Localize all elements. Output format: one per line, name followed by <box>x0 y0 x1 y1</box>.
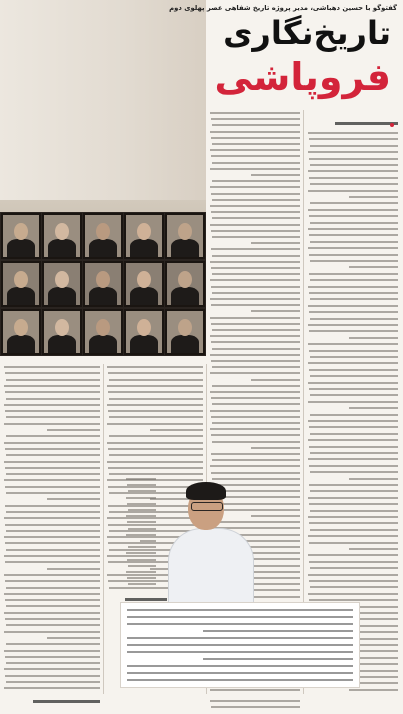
text-line <box>212 217 300 219</box>
text-line <box>126 552 156 554</box>
text-line <box>211 472 300 474</box>
text-line <box>308 554 398 556</box>
quote-line <box>127 623 353 625</box>
text-line <box>210 428 300 430</box>
text-line <box>126 478 156 480</box>
text-line <box>126 497 156 499</box>
text-line <box>4 461 100 463</box>
text-line <box>5 467 100 469</box>
text-line <box>308 132 398 134</box>
text-line <box>127 577 156 579</box>
text-line <box>210 168 300 170</box>
portrait-suit <box>89 287 116 305</box>
portrait-suit <box>48 287 75 305</box>
headline-line-2: فروپاشی <box>214 55 391 99</box>
text-line <box>251 174 301 176</box>
gallery-photo <box>0 0 206 356</box>
text-line <box>6 473 100 475</box>
text-line <box>6 398 100 400</box>
text-line <box>6 379 100 381</box>
portrait-face <box>96 223 110 241</box>
text-line <box>4 687 100 689</box>
text-line <box>308 382 398 384</box>
text-line <box>210 700 300 702</box>
text-line <box>212 329 300 331</box>
text-line <box>5 675 100 677</box>
text-line <box>212 292 300 294</box>
framed-portrait <box>42 309 82 355</box>
text-line <box>210 391 300 393</box>
text-line <box>308 170 398 172</box>
text-line <box>5 448 100 450</box>
text-line <box>5 524 100 526</box>
text-line <box>108 391 203 393</box>
text-line <box>308 516 398 518</box>
text-line <box>5 372 100 374</box>
text-line <box>309 330 398 332</box>
text-line <box>310 260 398 262</box>
text-line <box>47 637 100 639</box>
text-line <box>211 360 300 362</box>
text-line <box>127 484 156 486</box>
text-line <box>309 484 398 486</box>
text-line <box>128 583 156 585</box>
portrait-suit <box>48 335 75 353</box>
text-line <box>126 515 156 517</box>
text-line <box>108 467 203 469</box>
text-line <box>150 429 203 431</box>
text-line <box>308 458 398 460</box>
text-line <box>5 656 100 658</box>
text-line <box>109 454 203 456</box>
text-line <box>212 255 300 257</box>
text-line <box>4 631 100 633</box>
text-line <box>309 234 398 236</box>
text-line <box>108 372 203 374</box>
text-line <box>109 379 203 381</box>
text-line <box>308 401 398 403</box>
text-line <box>310 183 398 185</box>
text-line <box>212 236 300 238</box>
text-line <box>109 398 203 400</box>
portrait-face <box>137 223 151 241</box>
text-line <box>211 416 300 418</box>
portrait-face <box>178 271 192 289</box>
text-line <box>251 447 301 449</box>
text-line <box>109 435 203 437</box>
portrait-suit <box>89 335 116 353</box>
text-line <box>127 559 156 561</box>
text-line <box>107 423 203 425</box>
text-line <box>309 215 398 217</box>
text-line <box>349 196 399 198</box>
text-line <box>308 574 398 576</box>
text-line <box>107 404 203 406</box>
text-line <box>212 180 300 182</box>
quote-line <box>203 630 353 632</box>
text-line <box>47 498 100 500</box>
portrait-suit <box>171 335 198 353</box>
framed-portrait <box>124 213 164 259</box>
text-line <box>309 561 398 563</box>
quote-line <box>127 665 353 667</box>
text-line <box>310 414 398 416</box>
text-line <box>308 151 398 153</box>
text-line <box>310 241 398 243</box>
text-line <box>5 486 100 488</box>
text-line <box>251 242 301 244</box>
text-line <box>309 138 398 140</box>
text-line <box>107 385 203 387</box>
text-line <box>212 124 300 126</box>
text-line <box>108 448 203 450</box>
pull-quote-box <box>120 602 360 688</box>
text-line <box>5 505 100 507</box>
text-line <box>210 354 300 356</box>
text-line <box>309 388 398 390</box>
text-line <box>126 571 156 573</box>
portrait-suit <box>89 239 116 257</box>
portrait-suit <box>130 287 157 305</box>
text-line <box>310 452 398 454</box>
text-line <box>308 209 398 211</box>
text-line <box>4 517 100 519</box>
portrait-face <box>137 319 151 337</box>
portrait-suit <box>130 239 157 257</box>
portrait-suit <box>171 239 198 257</box>
text-line <box>5 410 100 412</box>
framed-portrait <box>1 213 41 259</box>
text-line <box>210 205 300 207</box>
portrait-face <box>96 271 110 289</box>
text-line <box>6 454 100 456</box>
text-line <box>349 407 399 409</box>
bullet-dot <box>390 123 394 127</box>
text-line <box>310 529 398 531</box>
portrait-suit <box>130 335 157 353</box>
text-line <box>128 490 156 492</box>
framed-portrait <box>124 309 164 355</box>
text-line <box>128 528 156 530</box>
text-line <box>310 586 398 588</box>
text-line <box>5 580 100 582</box>
text-line <box>211 434 300 436</box>
text-line <box>309 542 398 544</box>
framed-portrait <box>83 213 123 259</box>
text-line <box>5 599 100 601</box>
text-line <box>309 503 398 505</box>
text-line <box>4 423 100 425</box>
text-line <box>6 435 100 437</box>
quote-line <box>127 609 353 611</box>
text-line <box>107 442 203 444</box>
text-line <box>4 404 100 406</box>
quote-line <box>127 644 353 646</box>
text-line <box>4 536 100 538</box>
text-line <box>128 509 156 511</box>
text-line <box>212 143 300 145</box>
text-line <box>308 286 398 288</box>
text-line <box>309 158 398 160</box>
text-line <box>310 567 398 569</box>
portrait-face <box>55 223 69 241</box>
text-line <box>212 162 300 164</box>
portrait-face <box>14 223 28 241</box>
text-line <box>308 362 398 364</box>
text-line <box>4 442 100 444</box>
text-line <box>6 662 100 664</box>
text-line <box>5 542 100 544</box>
text-line <box>6 605 100 607</box>
question-subhead <box>335 122 398 125</box>
text-line <box>309 446 398 448</box>
text-line <box>6 587 100 589</box>
text-line <box>6 492 100 494</box>
text-line <box>212 422 300 424</box>
text-line <box>309 369 398 371</box>
text-line <box>309 273 398 275</box>
text-line <box>310 145 398 147</box>
text-line <box>212 403 300 405</box>
text-line <box>308 420 398 422</box>
text-line <box>310 394 398 396</box>
text-line <box>308 324 398 326</box>
text-line <box>5 618 100 620</box>
framed-portrait <box>165 309 205 355</box>
text-line <box>211 248 300 250</box>
text-line <box>212 273 300 275</box>
portrait-face <box>178 319 192 337</box>
text-line <box>108 410 203 412</box>
text-line <box>309 177 398 179</box>
text-line <box>349 337 399 339</box>
text-line <box>212 366 300 368</box>
quote-line <box>203 658 353 660</box>
question-subhead <box>33 700 100 703</box>
text-line <box>210 465 300 467</box>
text-line <box>308 439 398 441</box>
text-line <box>140 540 157 542</box>
text-line <box>210 279 300 281</box>
portrait-frames <box>0 212 206 356</box>
text-line <box>4 574 100 576</box>
text-line <box>210 112 300 114</box>
text-line <box>310 490 398 492</box>
text-line <box>127 503 156 505</box>
text-line <box>310 298 398 300</box>
text-line <box>211 193 300 195</box>
text-line <box>6 549 100 551</box>
text-line <box>212 441 300 443</box>
portrait-face <box>14 319 28 337</box>
text-line <box>210 410 300 412</box>
text-line <box>310 471 398 473</box>
text-line <box>4 555 100 557</box>
quote-line <box>127 651 353 653</box>
framed-portrait <box>165 261 205 307</box>
interviewee-photo <box>158 478 258 604</box>
quote-line <box>127 637 353 639</box>
framed-portrait <box>42 261 82 307</box>
text-line <box>211 304 300 306</box>
text-line <box>308 305 398 307</box>
text-line <box>210 335 300 337</box>
text-line <box>210 131 300 133</box>
text-line <box>211 118 300 120</box>
text-line <box>349 548 399 550</box>
text-line <box>310 356 398 358</box>
text-line <box>109 416 203 418</box>
headline-line-1: تاریخ‌نگاری <box>223 14 391 52</box>
text-line <box>309 292 398 294</box>
text-line <box>210 261 300 263</box>
text-line <box>5 561 100 563</box>
text-line <box>308 190 398 192</box>
text-line <box>47 429 100 431</box>
quote-line <box>127 616 353 618</box>
portrait-face <box>55 319 69 337</box>
text-line <box>310 164 398 166</box>
text-line <box>212 459 300 461</box>
portrait-suit <box>7 239 34 257</box>
text-line <box>310 375 398 377</box>
text-line <box>211 341 300 343</box>
text-line <box>310 279 398 281</box>
portrait-suit <box>48 239 75 257</box>
text-line <box>4 479 100 481</box>
article-kicker: گفتوگو با حسین دهباشی، مدیر پروژه تاریخ شفاهی عصر پهلوی دوم <box>169 4 397 12</box>
text-line <box>210 298 300 300</box>
text-line <box>308 593 398 595</box>
text-line <box>127 521 156 523</box>
text-line <box>107 366 203 368</box>
text-line <box>210 317 300 319</box>
text-line <box>4 612 100 614</box>
text-line <box>107 461 203 463</box>
text-line <box>308 343 398 345</box>
text-line <box>211 706 300 708</box>
framed-portrait <box>83 309 123 355</box>
framed-portrait <box>1 309 41 355</box>
text-line <box>212 348 300 350</box>
portrait-face <box>55 271 69 289</box>
text-line <box>308 535 398 537</box>
text-line <box>109 473 203 475</box>
text-line <box>211 453 300 455</box>
portrait-suit <box>171 287 198 305</box>
text-line <box>4 668 100 670</box>
text-line <box>308 247 398 249</box>
text-line <box>310 318 398 320</box>
text-line <box>4 650 100 652</box>
text-line <box>6 530 100 532</box>
portrait-face <box>96 319 110 337</box>
text-line <box>349 478 399 480</box>
shirt <box>168 528 254 604</box>
text-line <box>210 149 300 151</box>
text-line <box>47 568 100 570</box>
text-line <box>251 310 301 312</box>
framed-portrait <box>165 213 205 259</box>
text-line <box>309 465 398 467</box>
framed-portrait <box>1 261 41 307</box>
text-line <box>251 379 301 381</box>
gallery-wall <box>0 0 206 200</box>
hair <box>186 482 226 500</box>
text-line <box>210 224 300 226</box>
framed-portrait <box>83 261 123 307</box>
text-line <box>309 580 398 582</box>
text-line <box>212 385 300 387</box>
portrait-face <box>14 271 28 289</box>
text-line <box>128 565 156 567</box>
text-line <box>211 397 300 399</box>
text-line <box>6 624 100 626</box>
text-line <box>308 497 398 499</box>
text-line <box>4 593 100 595</box>
portrait-face <box>137 271 151 289</box>
text-line <box>211 286 300 288</box>
text-line <box>128 546 156 548</box>
text-line <box>309 522 398 524</box>
text-line <box>211 137 300 139</box>
portrait-face <box>178 223 192 241</box>
text-line <box>310 202 398 204</box>
text-line <box>309 350 398 352</box>
text-line <box>349 689 399 691</box>
text-line <box>210 689 300 691</box>
text-line <box>308 228 398 230</box>
text-line <box>6 643 100 645</box>
text-line <box>310 510 398 512</box>
text-line <box>6 511 100 513</box>
quote-line <box>127 672 353 674</box>
text-line <box>309 599 398 601</box>
text-line <box>310 222 398 224</box>
quote-line <box>127 679 353 681</box>
text-line <box>211 323 300 325</box>
text-line <box>5 391 100 393</box>
text-line <box>212 199 300 201</box>
text-line <box>4 366 100 368</box>
text-line <box>126 534 156 536</box>
framed-portrait <box>124 261 164 307</box>
text-line <box>211 230 300 232</box>
text-line <box>211 267 300 269</box>
text-line <box>210 372 300 374</box>
glasses <box>191 502 223 511</box>
text-line <box>6 416 100 418</box>
text-line <box>309 426 398 428</box>
framed-portrait <box>42 213 82 259</box>
text-line <box>211 211 300 213</box>
text-line <box>309 311 398 313</box>
text-line <box>309 254 398 256</box>
column-divider <box>103 364 104 694</box>
text-line <box>211 155 300 157</box>
text-line <box>6 681 100 683</box>
text-line <box>210 186 300 188</box>
portrait-suit <box>7 335 34 353</box>
portrait-suit <box>7 287 34 305</box>
text-line <box>310 433 398 435</box>
text-line <box>349 266 399 268</box>
text-line <box>4 385 100 387</box>
